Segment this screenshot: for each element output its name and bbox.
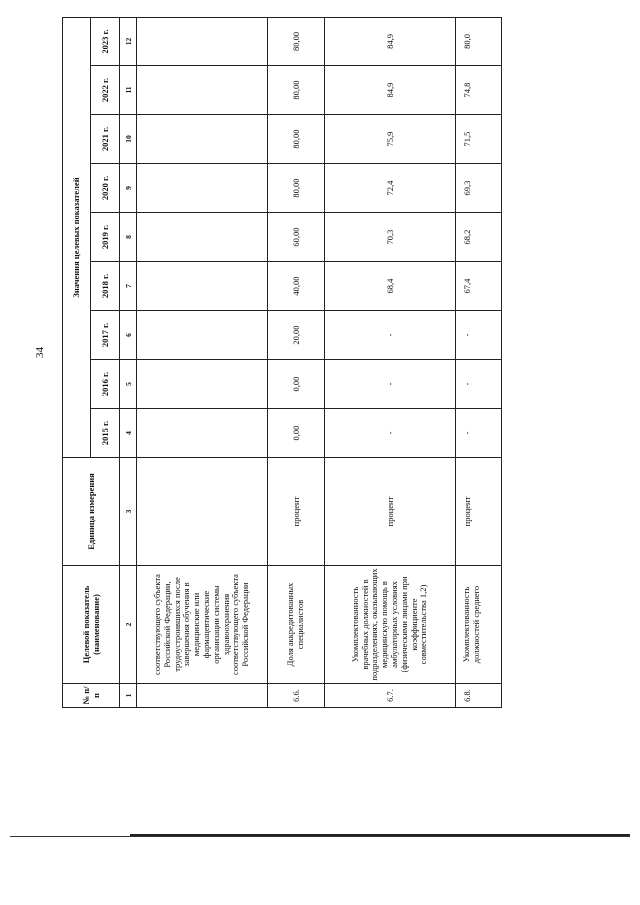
row-value: 68,2	[456, 213, 502, 262]
row-value: 68,4	[325, 262, 456, 311]
column-number: 8	[120, 213, 137, 262]
table-row	[137, 17, 268, 707]
page-cut-line-thick	[130, 834, 630, 836]
row-indicator-name: Доля аккредитованных специалистов	[268, 566, 325, 684]
table-row	[268, 17, 325, 707]
column-number: 7	[120, 262, 137, 311]
row-value: -	[456, 360, 502, 409]
column-number: 1	[120, 684, 137, 708]
row-value	[137, 311, 268, 360]
table-row	[456, 17, 502, 707]
row-unit	[137, 458, 268, 566]
row-value	[137, 262, 268, 311]
page-number: 34	[34, 347, 46, 358]
row-value	[137, 213, 268, 262]
row-value	[137, 409, 268, 458]
row-value: 74,8	[456, 66, 502, 115]
column-number: 6	[120, 311, 137, 360]
column-number: 3	[120, 458, 137, 566]
row-value: 75,9	[325, 115, 456, 164]
header-year: 2018 г.	[91, 262, 120, 311]
header-indicator: Целевой показатель (наименование)	[63, 566, 120, 684]
column-number: 5	[120, 360, 137, 409]
table-rotated-wrapper	[62, 18, 562, 708]
row-value: 84,9	[325, 17, 456, 65]
row-num: 6.8.	[456, 684, 502, 708]
row-value: 71,5	[456, 115, 502, 164]
header-values-group: Значения целевых показателей	[63, 17, 91, 457]
header-year: 2020 г.	[91, 164, 120, 213]
row-value: 72,4	[325, 164, 456, 213]
row-unit: процент	[325, 458, 456, 566]
row-value: -	[325, 311, 456, 360]
row-value	[137, 360, 268, 409]
row-value: 80,00	[268, 115, 325, 164]
column-number: 12	[120, 17, 137, 65]
header-year: 2021 г.	[91, 115, 120, 164]
row-num: 6.6.	[268, 684, 325, 708]
row-value: 70,3	[325, 213, 456, 262]
header-num: № п/п	[63, 684, 120, 708]
row-indicator-name: соответствующего субъекта Российской Федерации, трудоустроившихся после завершения обучения в медицинские или фармацевтические организации системы здравоохранения соответствующего субъекта Российской Федерации	[137, 566, 268, 684]
column-number: 11	[120, 66, 137, 115]
row-value: 69,3	[456, 164, 502, 213]
page-cut-line	[10, 836, 630, 837]
column-number: 10	[120, 115, 137, 164]
header-year: 2019 г.	[91, 213, 120, 262]
row-value: 84,9	[325, 66, 456, 115]
header-year: 2017 г.	[91, 311, 120, 360]
row-value: 20,00	[268, 311, 325, 360]
column-number: 9	[120, 164, 137, 213]
header-unit: Единица измерения	[63, 458, 120, 566]
column-number-row	[120, 17, 137, 707]
row-unit: процент	[456, 458, 502, 566]
row-value: -	[456, 311, 502, 360]
row-num: 6.7.	[325, 684, 456, 708]
row-value	[137, 164, 268, 213]
target-indicators-table	[62, 17, 502, 708]
table-row	[325, 17, 456, 707]
row-value: 80,00	[268, 66, 325, 115]
row-num	[137, 684, 268, 708]
row-value: 80,00	[268, 17, 325, 65]
row-value	[137, 66, 268, 115]
row-unit: процент	[268, 458, 325, 566]
row-indicator-name: Укомплектованность врачебных должностей в подразделениях, оказывающих медицинскую помощь в амбулаторных условиях (физическими лицами при коэффициенте совместительства 1,2)	[325, 566, 456, 684]
row-value: 80,0	[456, 17, 502, 65]
row-value: -	[325, 360, 456, 409]
header-year: 2023 г.	[91, 17, 120, 65]
header-year: 2016 г.	[91, 360, 120, 409]
row-indicator-name: Укомплектованность должностей среднего	[456, 566, 502, 684]
row-value: 0,00	[268, 360, 325, 409]
row-value: 40,00	[268, 262, 325, 311]
row-value: 0,00	[268, 409, 325, 458]
header-year: 2022 г.	[91, 66, 120, 115]
column-number: 4	[120, 409, 137, 458]
header-year: 2015 г.	[91, 409, 120, 458]
row-value: -	[456, 409, 502, 458]
row-value	[137, 17, 268, 65]
row-value: 67,4	[456, 262, 502, 311]
row-value	[137, 115, 268, 164]
column-number: 2	[120, 566, 137, 684]
row-value: 60,00	[268, 213, 325, 262]
row-value: -	[325, 409, 456, 458]
row-value: 80,00	[268, 164, 325, 213]
